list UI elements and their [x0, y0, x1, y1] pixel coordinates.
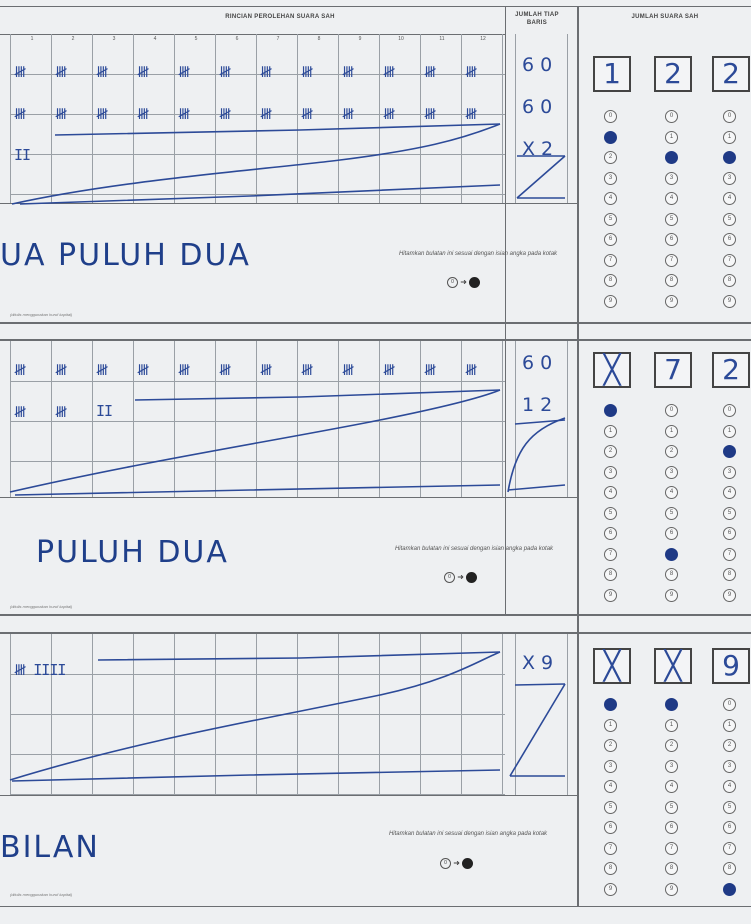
digit-bubble[interactable]: 7	[723, 548, 736, 561]
digit-bubble[interactable]: 3	[604, 172, 617, 185]
legend-3: 0 ➜	[440, 858, 473, 869]
capital-note-2: (ditulis menggunakan huruf kapital)	[10, 604, 73, 609]
tally-mark: 𝍸	[301, 105, 313, 123]
digit-bubble[interactable]	[665, 151, 678, 164]
tally-mark: 𝍸	[14, 403, 26, 421]
digit-bubble[interactable]	[723, 151, 736, 164]
digit-bubble[interactable]: 5	[665, 801, 678, 814]
tally-mark: 𝍸	[465, 105, 477, 123]
total-digit-box: 7	[654, 352, 692, 388]
digit-bubble[interactable]	[723, 883, 736, 896]
tally-mark: 𝍸	[424, 63, 436, 81]
digit-bubble[interactable]: 3	[723, 760, 736, 773]
tally-mark: 𝍸	[383, 105, 395, 123]
digit-bubble[interactable]	[604, 698, 617, 711]
digit-bubble[interactable]: 5	[723, 213, 736, 226]
digit-bubble[interactable]: 6	[665, 233, 678, 246]
digit-bubble[interactable]: 4	[604, 192, 617, 205]
digit-bubble[interactable]: 7	[723, 842, 736, 855]
words-section-2: PULUH DUA	[36, 535, 229, 570]
tally-mark: 𝍸	[342, 361, 354, 379]
digit-bubble[interactable]: 6	[723, 527, 736, 540]
tally-mark: 𝍸	[465, 361, 477, 379]
digit-bubble[interactable]: 6	[723, 233, 736, 246]
digit-bubble[interactable]: 2	[604, 445, 617, 458]
digit-bubble[interactable]: 5	[665, 213, 678, 226]
tally-mark: II	[14, 146, 31, 164]
digit-bubble[interactable]: 4	[665, 486, 678, 499]
tally-mark: 𝍸	[301, 63, 313, 81]
tally-mark: 𝍸	[55, 105, 67, 123]
digit-bubble[interactable]: 5	[604, 507, 617, 520]
column-number: 11	[439, 36, 445, 42]
digit-bubble[interactable]: 8	[604, 568, 617, 581]
legend-1: 0 ➜	[447, 277, 480, 288]
column-number: 4	[153, 36, 157, 42]
tally-mark: 𝍸	[96, 63, 108, 81]
digit-bubble[interactable]: 5	[604, 801, 617, 814]
digit-bubble[interactable]: 8	[604, 274, 617, 287]
digit-bubble[interactable]: 2	[604, 739, 617, 752]
row-total: 60	[522, 352, 559, 374]
digit-bubble[interactable]: 9	[665, 589, 678, 602]
digit-bubble[interactable]: 4	[723, 780, 736, 793]
row-total: 60	[522, 54, 559, 76]
digit-bubble[interactable]: 7	[723, 254, 736, 267]
total-digit-box: 2	[712, 352, 750, 388]
legend-2: 0 ➜	[444, 572, 477, 583]
digit-bubble[interactable]: 8	[723, 568, 736, 581]
digit-bubble[interactable]: 7	[604, 842, 617, 855]
tally-mark: II	[96, 402, 113, 420]
capital-note-3: (ditulis menggunakan huruf kapital)	[10, 892, 73, 897]
digit-bubble[interactable]: 2	[665, 445, 678, 458]
tally-mark: 𝍸	[178, 63, 190, 81]
digit-bubble[interactable]	[665, 548, 678, 561]
tally-mark: 𝍸	[219, 63, 231, 81]
words-section-3: BILAN	[0, 830, 100, 865]
total-digit-box: 9	[712, 648, 750, 684]
digit-bubble[interactable]: 8	[665, 862, 678, 875]
words-section-1: UA PULUH DUA	[0, 238, 251, 273]
row-total: X2	[522, 138, 560, 160]
digit-bubble[interactable]: 1	[604, 719, 617, 732]
digit-bubble[interactable]: 1	[665, 425, 678, 438]
column-number: 7	[276, 36, 280, 42]
column-number: 3	[112, 36, 116, 42]
tally-mark: 𝍸	[219, 361, 231, 379]
digit-bubble[interactable]: 8	[604, 862, 617, 875]
digit-bubble[interactable]: 6	[604, 527, 617, 540]
column-number: 10	[398, 36, 404, 42]
digit-bubble[interactable]: 5	[604, 213, 617, 226]
digit-bubble[interactable]	[723, 445, 736, 458]
digit-bubble[interactable]: 4	[723, 192, 736, 205]
tally-mark: 𝍸	[137, 361, 149, 379]
digit-bubble[interactable]: 4	[604, 486, 617, 499]
total-digit-box: 2	[654, 56, 692, 92]
digit-bubble[interactable]: 3	[665, 760, 678, 773]
digit-bubble[interactable]: 5	[665, 507, 678, 520]
digit-bubble[interactable]: 1	[723, 131, 736, 144]
tally-mark: 𝍸	[342, 63, 354, 81]
digit-bubble[interactable]: 2	[723, 739, 736, 752]
digit-bubble[interactable]: 9	[665, 883, 678, 896]
digit-bubble[interactable]: 0	[723, 698, 736, 711]
tally-mark: 𝍸	[219, 105, 231, 123]
digit-bubble[interactable]: 0	[723, 404, 736, 417]
row-total: 12	[522, 394, 559, 416]
column-number: 6	[235, 36, 239, 42]
tally-mark: 𝍸	[383, 361, 395, 379]
total-digit-box: ╳	[593, 352, 631, 388]
tally-mark: 𝍸	[260, 361, 272, 379]
digit-bubble[interactable]: 8	[723, 862, 736, 875]
digit-bubble[interactable]: 3	[604, 466, 617, 479]
digit-bubble[interactable]: 8	[665, 274, 678, 287]
tally-mark: 𝍸	[96, 105, 108, 123]
column-number: 12	[480, 36, 486, 42]
column-number: 1	[30, 36, 34, 42]
digit-bubble[interactable]: 4	[665, 192, 678, 205]
digit-bubble[interactable]: 7	[604, 548, 617, 561]
tally-mark: 𝍸	[383, 63, 395, 81]
total-digit-box: 1	[593, 56, 631, 92]
digit-bubble[interactable]: 6	[665, 527, 678, 540]
digit-bubble[interactable]: 9	[604, 883, 617, 896]
tally-mark: 𝍸	[14, 105, 26, 123]
digit-bubble[interactable]: 2	[604, 151, 617, 164]
instruction-1: Hitamkan bulatan ini sesuai dengan isian angka pada kotak	[398, 251, 558, 257]
digit-bubble[interactable]: 6	[723, 821, 736, 834]
digit-bubble[interactable]: 3	[665, 466, 678, 479]
tally-mark: 𝍸	[424, 105, 436, 123]
digit-bubble[interactable]: 4	[665, 780, 678, 793]
digit-bubble[interactable]: 4	[723, 486, 736, 499]
digit-bubble[interactable]: 1	[665, 131, 678, 144]
digit-bubble[interactable]: 6	[604, 821, 617, 834]
tally-mark: 𝍸	[301, 361, 313, 379]
digit-bubble[interactable]: 2	[665, 739, 678, 752]
tally-mark: 𝍸	[137, 105, 149, 123]
header-total: JUMLAH SUARA SAH	[631, 14, 699, 20]
digit-bubble[interactable]: 1	[723, 425, 736, 438]
digit-bubble[interactable]: 6	[665, 821, 678, 834]
digit-bubble[interactable]: 1	[604, 425, 617, 438]
digit-bubble[interactable]: 9	[604, 295, 617, 308]
total-digit-box: 2	[712, 56, 750, 92]
row-total: X9	[522, 652, 560, 674]
tally-mark: 𝍸	[178, 361, 190, 379]
column-number: 5	[194, 36, 198, 42]
tally-mark: 𝍸	[96, 361, 108, 379]
tally-mark: 𝍸	[55, 403, 67, 421]
tally-mark: 𝍸	[424, 361, 436, 379]
digit-bubble[interactable]: 1	[723, 719, 736, 732]
digit-bubble[interactable]: 3	[723, 172, 736, 185]
total-digit-box: ╳	[654, 648, 692, 684]
header-row-total: JUMLAH TIAP BARIS	[515, 12, 559, 26]
header-detail: RINCIAN PEROLEHAN SUARA SAH	[225, 14, 335, 20]
digit-bubble[interactable]: 1	[665, 719, 678, 732]
tally-mark: 𝍸	[14, 63, 26, 81]
digit-bubble[interactable]: 7	[665, 254, 678, 267]
column-number: 9	[358, 36, 362, 42]
digit-bubble[interactable]: 9	[665, 295, 678, 308]
digit-bubble[interactable]	[604, 131, 617, 144]
column-number: 8	[317, 36, 321, 42]
digit-bubble[interactable]: 5	[723, 507, 736, 520]
digit-bubble[interactable]: 9	[723, 295, 736, 308]
digit-bubble[interactable]: 5	[723, 801, 736, 814]
total-digit-box: ╳	[593, 648, 631, 684]
tally-mark: 𝍸	[55, 361, 67, 379]
digit-bubble[interactable]: 3	[604, 760, 617, 773]
row-total: 60	[522, 96, 559, 118]
digit-bubble[interactable]: 3	[665, 172, 678, 185]
digit-bubble[interactable]: 4	[604, 780, 617, 793]
digit-bubble[interactable]: 8	[665, 568, 678, 581]
tally-mark: 𝍸	[260, 105, 272, 123]
digit-bubble[interactable]: 0	[723, 110, 736, 123]
tally-mark: 𝍸	[260, 63, 272, 81]
digit-bubble[interactable]	[604, 404, 617, 417]
capital-note-1: (ditulis menggunakan huruf kapital)	[10, 312, 73, 317]
digit-bubble[interactable]: 8	[723, 274, 736, 287]
digit-bubble[interactable]: 7	[604, 254, 617, 267]
digit-bubble[interactable]	[665, 698, 678, 711]
tally-mark: 𝍸	[55, 63, 67, 81]
instruction-2: Hitamkan bulatan ini sesuai dengan isian angka pada kotak	[394, 546, 554, 552]
digit-bubble[interactable]: 9	[604, 589, 617, 602]
digit-bubble[interactable]: 0	[604, 110, 617, 123]
column-number: 2	[71, 36, 75, 42]
digit-bubble[interactable]: 9	[723, 589, 736, 602]
tally-mark: 𝍸	[14, 361, 26, 379]
tally-mark: 𝍸	[465, 63, 477, 81]
digit-bubble[interactable]: 3	[723, 466, 736, 479]
tally-mark: 𝍸	[178, 105, 190, 123]
digit-bubble[interactable]: 6	[604, 233, 617, 246]
digit-bubble[interactable]: 0	[665, 110, 678, 123]
digit-bubble[interactable]: 0	[665, 404, 678, 417]
tally-mark: 𝍸	[342, 105, 354, 123]
digit-bubble[interactable]: 7	[665, 842, 678, 855]
tally-mark: 𝍸 IIII	[14, 661, 66, 679]
tally-mark: 𝍸	[137, 63, 149, 81]
instruction-3: Hitamkan bulatan ini sesuai dengan isian angka pada kotak	[388, 831, 548, 837]
